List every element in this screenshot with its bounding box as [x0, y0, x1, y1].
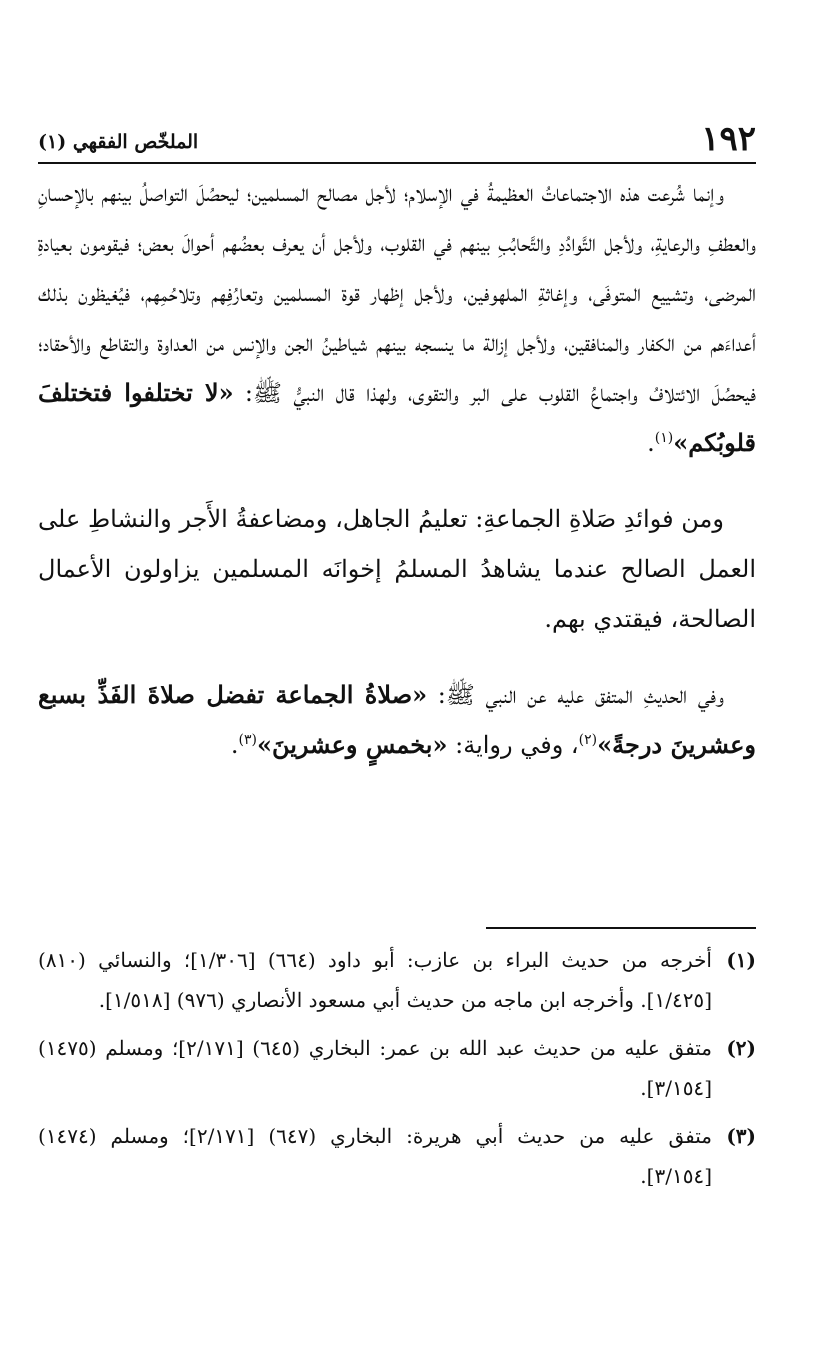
footnote-3 [38, 1116, 756, 1196]
footnote-number: (١) [726, 948, 756, 972]
footnote-ref-2[interactable]: (٢) [578, 732, 598, 748]
paragraph-3-middle: ، وفي رواية: [447, 731, 579, 759]
paragraph-3-end: . [230, 731, 239, 759]
page-header [38, 112, 756, 164]
hadith-quote-3: «بخمسٍ وعشرينَ» [256, 730, 448, 759]
footnote-number: (٢) [726, 1036, 756, 1060]
hadith-quote-1: «لا تختلفوا فتختلفَ قلوبُكم» [38, 378, 756, 457]
footnote-text: أخرجه من حديث البراء بن عازب: أبو داود (٦٦٤) [١/٣٠٦]؛ والنسائي (٨١٠) [١/٤٢٥]. وأخرجه ابن ماجه من حديث أبي مسعود الأنصاري (٩٧٦) [١/٥١٨]. [38, 948, 712, 1012]
footnote-text: متفق عليه من حديث أبي هريرة: البخاري (٦٤٧) [٢/١٧١]؛ ومسلم (١٤٧٤) [٣/١٥٤]. [38, 1124, 712, 1188]
footnote-ref-1[interactable]: (١) [654, 430, 674, 446]
paragraph-3-text: وفي الحديثِ المتفق عليه عن النبي ﷺ: [427, 681, 724, 709]
footnote-1 [38, 940, 756, 1020]
paragraph-2-text: ومن فوائدِ صَلاةِ الجماعةِ: تعليمُ الجاهل، ومضاعفةُ الأَجر والنشاطِ على العمل الصالح عندما يشاهدُ المسلمُ إخوانَه المسلمين يزاولون الأعمال الصالحة، فيقتدي بهم. [38, 505, 756, 633]
footnote-separator [486, 927, 756, 929]
footnote-number: (٣) [726, 1124, 756, 1148]
footnote-text: متفق عليه من حديث عبد الله بن عمر: البخاري (٦٤٥) [٢/١٧١]؛ ومسلم (١٤٧٥) [٣/١٥٤]. [38, 1036, 712, 1100]
paragraph-1-text: وإنما شُرعت هذه الاجتماعاتُ العظيمةُ في الإسلام؛ لأجل مصالح المسلمين؛ ليحصُلَ التواصلُ بينهم بالإحسانِ والعطفِ والرعايةِ، ولأجل التَّوادُدِ والتَّحابُبِ بينهم في القلوب، ولأجل أن يعرف بعضُهم أحوالَ بعض؛ فيقومون بعيادةِ المرضى، وتشييع المتوفَى، وإغاثةِ الملهوفين، ولأجل إظهار قوة المسلمين وتعارُفِهم وتلاحُمِهم، فيُغيظون بذلك أعداءَهم من الكفار والمنافقين، ولأجل إزالة ما ينسجه بينهم شياطينُ الجن والإنس من العداوة والتقاطع والأحقاد؛ فيحصُلَ الائتلافُ واجتماعُ القلوب على البر والتقوى، ولهذا قال النبيُّ ﷺ: [38, 179, 757, 407]
paragraph-2 [38, 494, 756, 644]
paragraph-1 [38, 168, 756, 468]
running-title: الملخّص الفقهي (١) [38, 131, 199, 153]
page-number: ١٩٢ [701, 119, 756, 159]
paragraph-1-end: . [647, 429, 655, 457]
footnotes [38, 940, 756, 1204]
main-text [38, 168, 756, 770]
footnote-2 [38, 1028, 756, 1108]
footnote-ref-3[interactable]: (٣) [238, 732, 257, 748]
paragraph-3 [38, 670, 756, 770]
hadith-quote-2: «صلاةُ الجماعة تفضل صلاةَ الفَذِّ بسبع وعشرينَ درجةً» [38, 680, 756, 759]
